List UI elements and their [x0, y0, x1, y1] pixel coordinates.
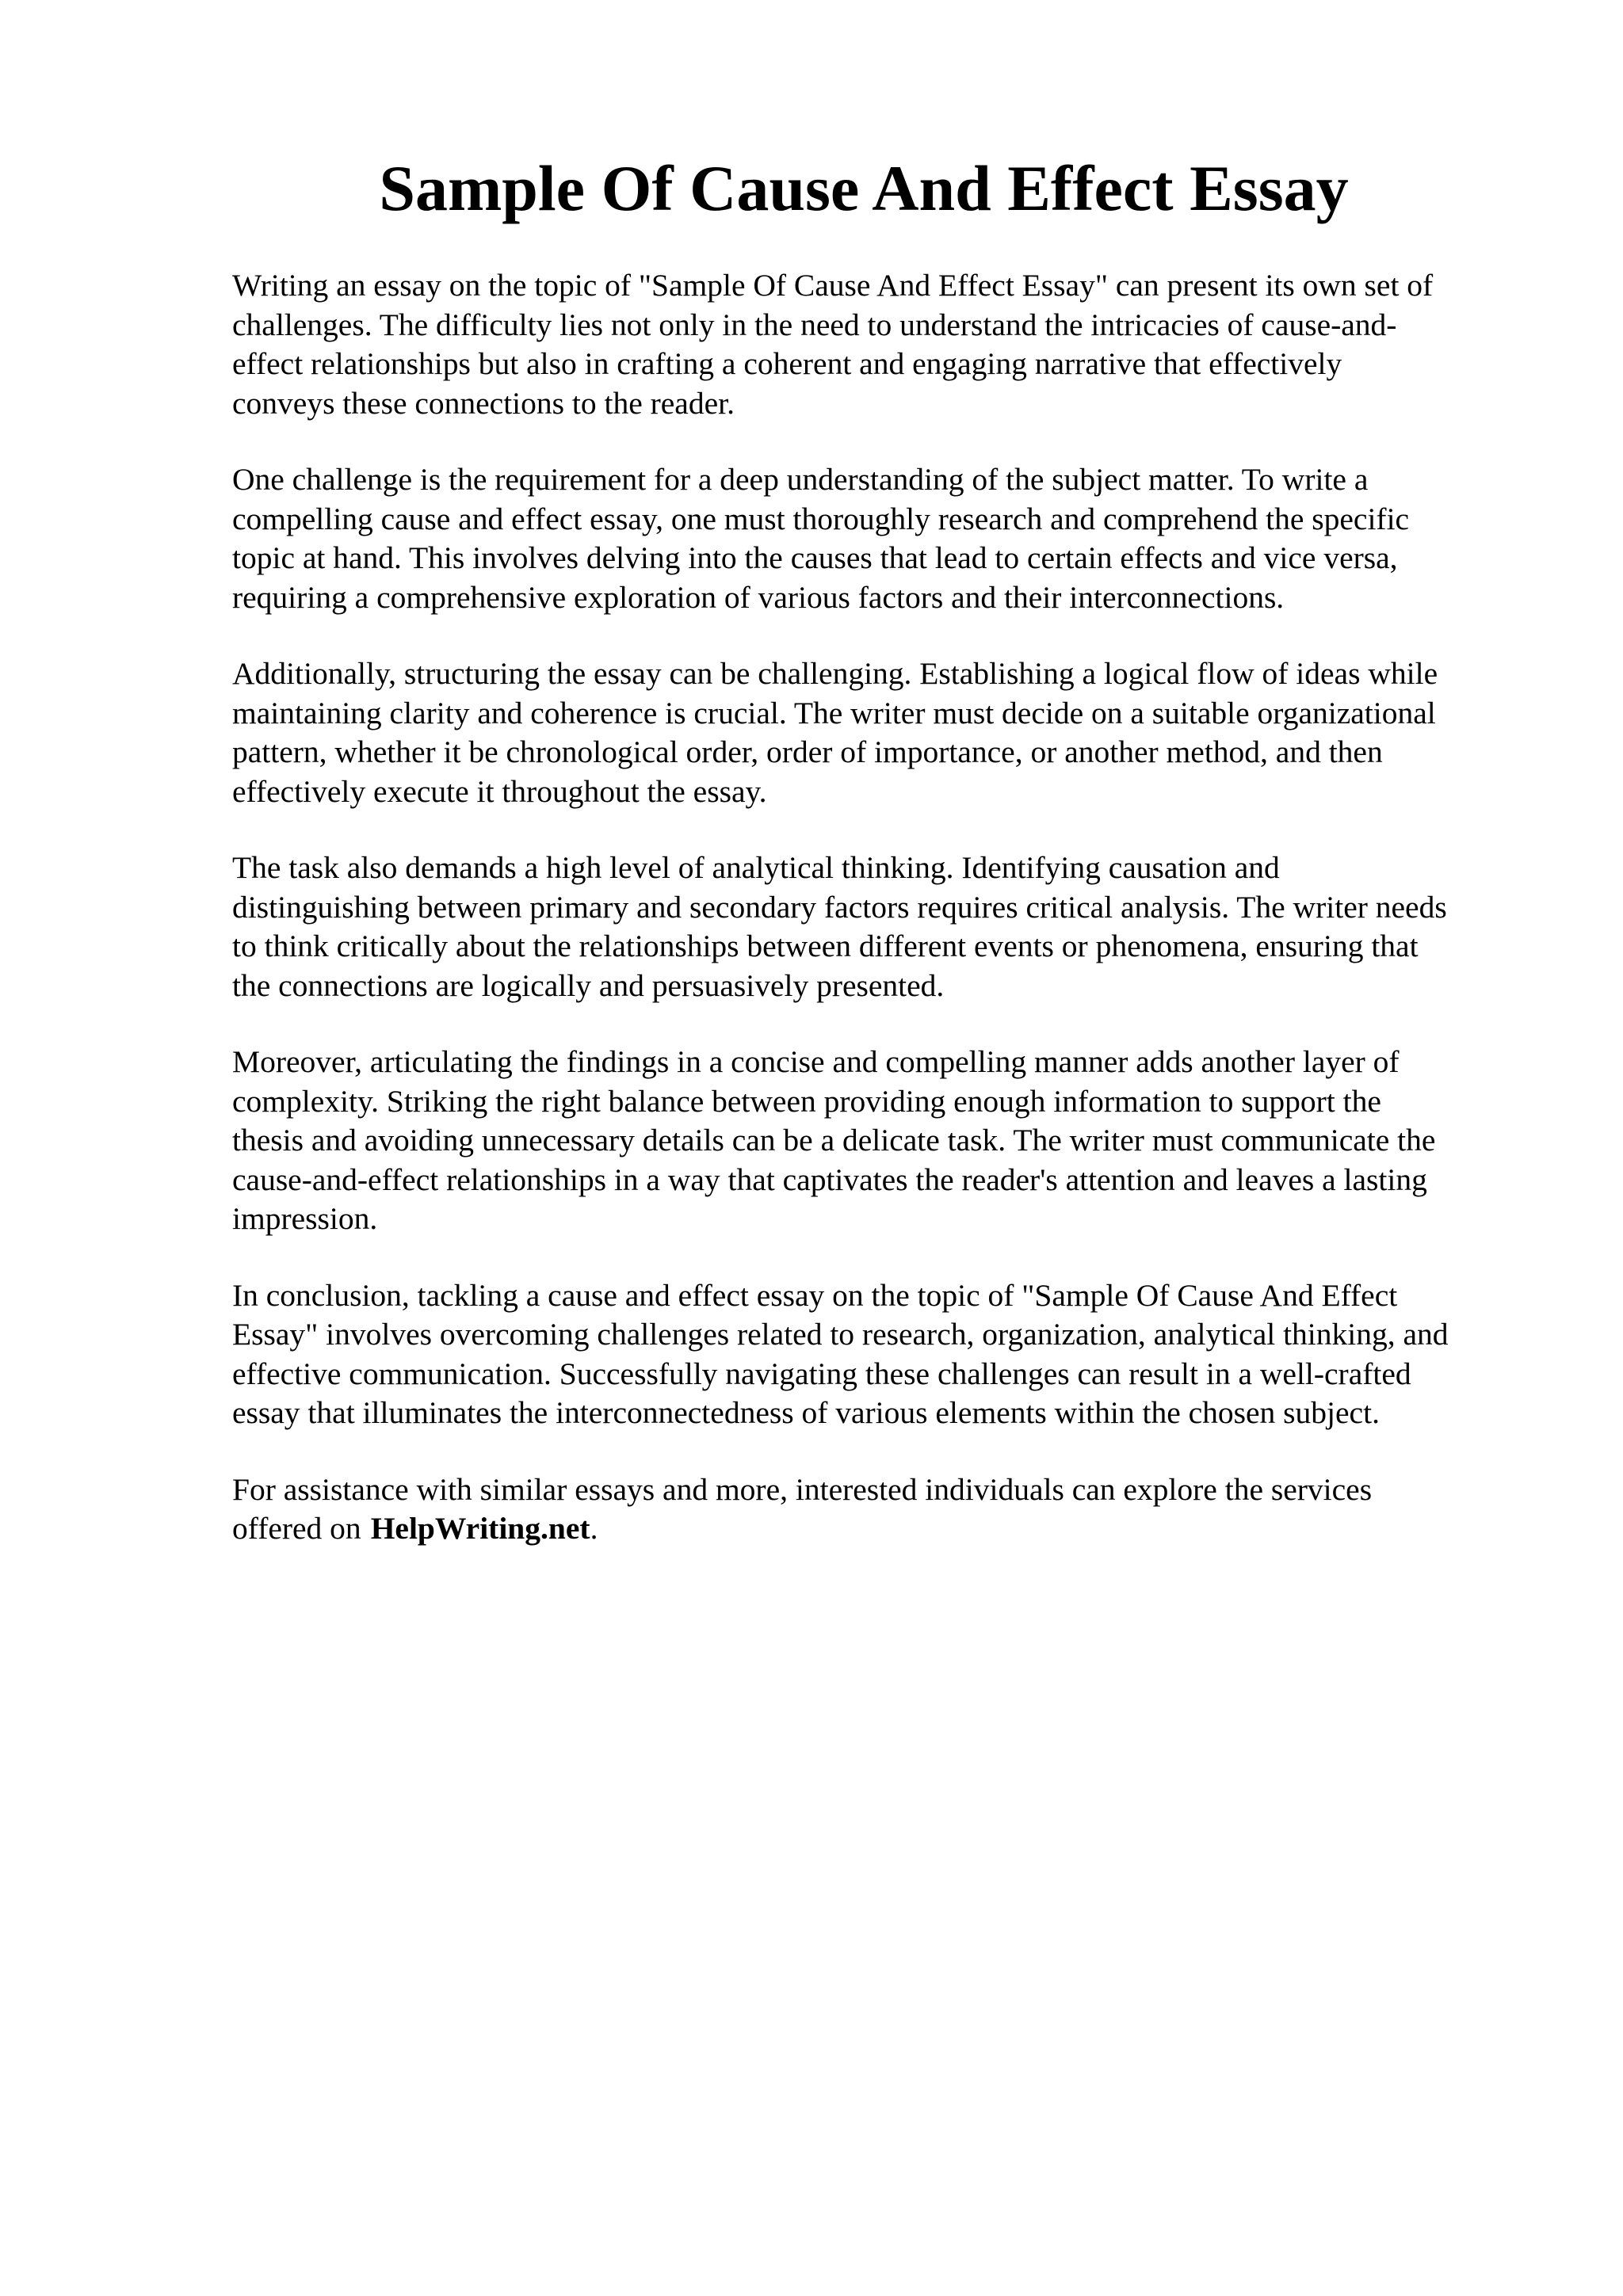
paragraph-line: essay that illuminates the interconnectedness of various elements within the chosen subject.	[232, 1395, 1380, 1430]
paragraph-line: complexity. Striking the right balance between providing enough information to support the	[232, 1083, 1381, 1119]
paragraph-line: Writing an essay on the topic of "Sample Of Cause And Effect Essay" can present its own set of	[232, 268, 1434, 303]
paragraph-line: For assistance with similar essays and more, interested individuals can explore the services	[232, 1471, 1373, 1507]
closing-suffix: .	[590, 1511, 598, 1546]
paragraph-line: The task also demands a high level of analytical thinking. Identifying causation and	[232, 850, 1280, 885]
paragraph-line: pattern, whether it be chronological order, order of importance, or another method, and then	[232, 734, 1383, 769]
paragraph-line: requiring a comprehensive exploration of various factors and their interconnections.	[232, 579, 1285, 615]
paragraph-line-with-link	[232, 1509, 1532, 1549]
paragraph-line: challenges. The difficulty lies not only in the need to understand the intricacies of cause-and-	[232, 307, 1397, 342]
paragraph-line: impression.	[232, 1201, 378, 1236]
paragraph-line: to think critically about the relationships between different events or phenomena, ensuring that	[232, 929, 1419, 963]
paragraph-line: the connections are logically and persuasively presented.	[232, 967, 945, 1003]
paragraph-line: thesis and avoiding unnecessary details can be a delicate task. The writer must communicate the	[232, 1123, 1436, 1158]
document-title: Sample Of Cause And Effect Essay	[379, 152, 1349, 224]
paragraph-line: Essay" involves overcoming challenges related to research, organization, analytical thinking, and	[232, 1317, 1449, 1352]
paragraph-4	[232, 849, 1532, 1005]
closing-prefix: offered on	[232, 1511, 361, 1546]
paragraph-line: conveys these connections to the reader.	[232, 385, 735, 421]
paragraph-6	[232, 1276, 1532, 1433]
paragraph-line: In conclusion, tackling a cause and effect essay on the topic of "Sample Of Cause And Effect	[232, 1277, 1398, 1313]
paragraph-line: topic at hand. This involves delving into the causes that lead to certain effects and vice versa,	[232, 540, 1398, 575]
paragraph-line: effect relationships but also in crafting a coherent and engaging narrative that effectively	[232, 346, 1342, 381]
paragraph-2	[232, 460, 1532, 617]
paragraph-1	[232, 266, 1532, 423]
closing-paragraph	[232, 1470, 1532, 1549]
paragraph-3	[232, 654, 1532, 811]
paragraph-line: cause-and-effect relationships in a way that captivates the reader's attention and leaves a lasting	[232, 1161, 1427, 1197]
paragraph-line: compelling cause and effect essay, one must thoroughly research and comprehend the specific	[232, 501, 1410, 536]
paragraph-line: One challenge is the requirement for a deep understanding of the subject matter. To write a	[232, 462, 1369, 497]
paragraph-5	[232, 1043, 1532, 1239]
paragraph-line: maintaining clarity and coherence is crucial. The writer must decide on a suitable organizational	[232, 695, 1436, 730]
paragraph-line: effective communication. Successfully navigating these challenges can result in a well-crafted	[232, 1356, 1411, 1391]
helpwriting-link[interactable]: HelpWriting.net	[370, 1511, 590, 1546]
essay-body	[232, 266, 1532, 1586]
paragraph-line: effectively execute it throughout the essay.	[232, 773, 767, 809]
paragraph-line: Additionally, structuring the essay can be challenging. Establishing a logical flow of ideas while	[232, 656, 1438, 691]
paragraph-line: Moreover, articulating the findings in a concise and compelling manner adds another layer of	[232, 1044, 1400, 1079]
paragraph-line: distinguishing between primary and secondary factors requires critical analysis. The writer needs	[232, 889, 1447, 925]
